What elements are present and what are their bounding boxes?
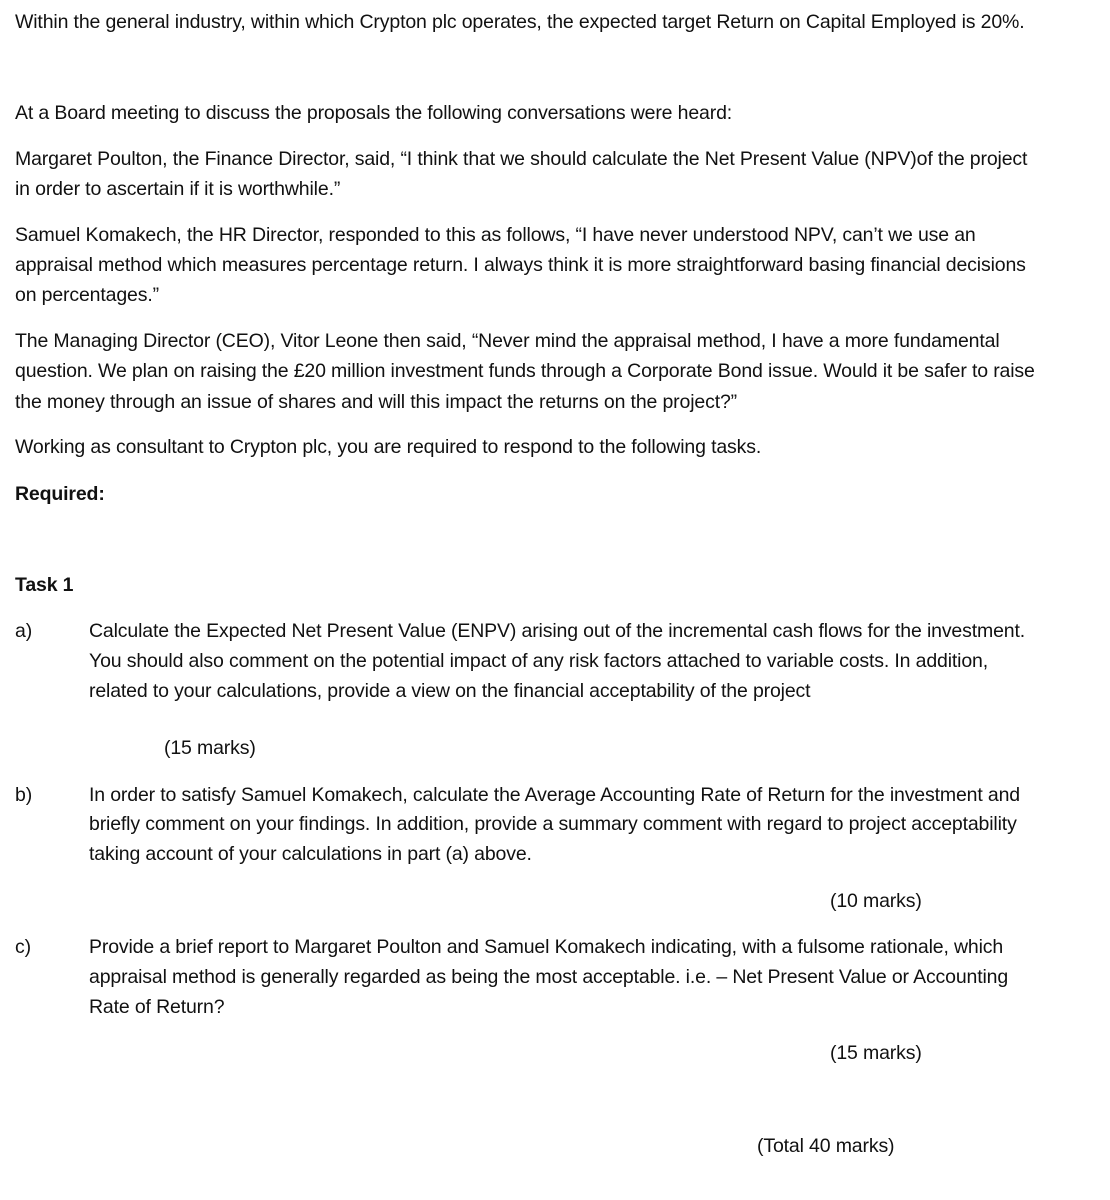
intro-target-roce: Within the general industry, within which Crypton plc operates, the expected target Return on Capital Employed is 20%. <box>15 11 1025 33</box>
task-item-line: related to your calculations, provide a view on the financial acceptability of the project <box>89 680 811 702</box>
task-item-line: briefly comment on your findings. In addition, provide a summary comment with regard to project acceptability <box>89 813 1017 835</box>
paragraph-line: Samuel Komakech, the HR Director, responded to this as follows, “I have never understood NPV, can’t we use an <box>15 224 976 246</box>
paragraph-line: appraisal method which measures percentage return. I always think it is more straightforward basing financial decisions <box>15 254 1026 276</box>
paragraph-line: on percentages.” <box>15 284 159 306</box>
task-1-heading: Task 1 <box>15 574 74 596</box>
total-marks: (Total 40 marks) <box>757 1135 895 1157</box>
paragraph-line: in order to ascertain if it is worthwhile.” <box>15 178 341 200</box>
paragraph-line: question. We plan on raising the £20 million investment funds through a Corporate Bond issue. Would it be safer to raise <box>15 360 1035 382</box>
task-item-label: a) <box>15 620 33 642</box>
task-item-line: taking account of your calculations in part (a) above. <box>89 843 532 865</box>
paragraph-line: the money through an issue of shares and will this impact the returns on the project?” <box>15 391 737 413</box>
marks-allocation: (10 marks) <box>830 890 922 912</box>
paragraph-line: Margaret Poulton, the Finance Director, said, “I think that we should calculate the Net Present Value (NPV)of the project <box>15 148 1028 170</box>
task-item-line: You should also comment on the potential impact of any risk factors attached to variable costs. In addition, <box>89 650 989 672</box>
task-item-label: c) <box>15 936 31 958</box>
task-item-line: Rate of Return? <box>89 996 225 1018</box>
task-item-label: b) <box>15 784 33 806</box>
paragraph-line: The Managing Director (CEO), Vitor Leone then said, “Never mind the appraisal method, I have a more fundamental <box>15 330 1000 352</box>
task-item-line: Provide a brief report to Margaret Poulton and Samuel Komakech indicating, with a fulsome rationale, which <box>89 936 1004 958</box>
required-heading: Required: <box>15 483 105 505</box>
marks-allocation: (15 marks) <box>164 737 256 759</box>
task-item-line: Calculate the Expected Net Present Value (ENPV) arising out of the incremental cash flows for the investment. <box>89 620 1026 642</box>
board-meeting-lead: At a Board meeting to discuss the proposals the following conversations were heard: <box>15 102 733 124</box>
task-item-line: appraisal method is generally regarded as being the most acceptable. i.e. – Net Present Value or Accounting <box>89 966 1009 988</box>
consultant-instruction: Working as consultant to Crypton plc, you are required to respond to the following tasks. <box>15 436 762 458</box>
marks-allocation: (15 marks) <box>830 1042 922 1064</box>
task-item-line: In order to satisfy Samuel Komakech, calculate the Average Accounting Rate of Return for the investment and <box>89 784 1020 806</box>
